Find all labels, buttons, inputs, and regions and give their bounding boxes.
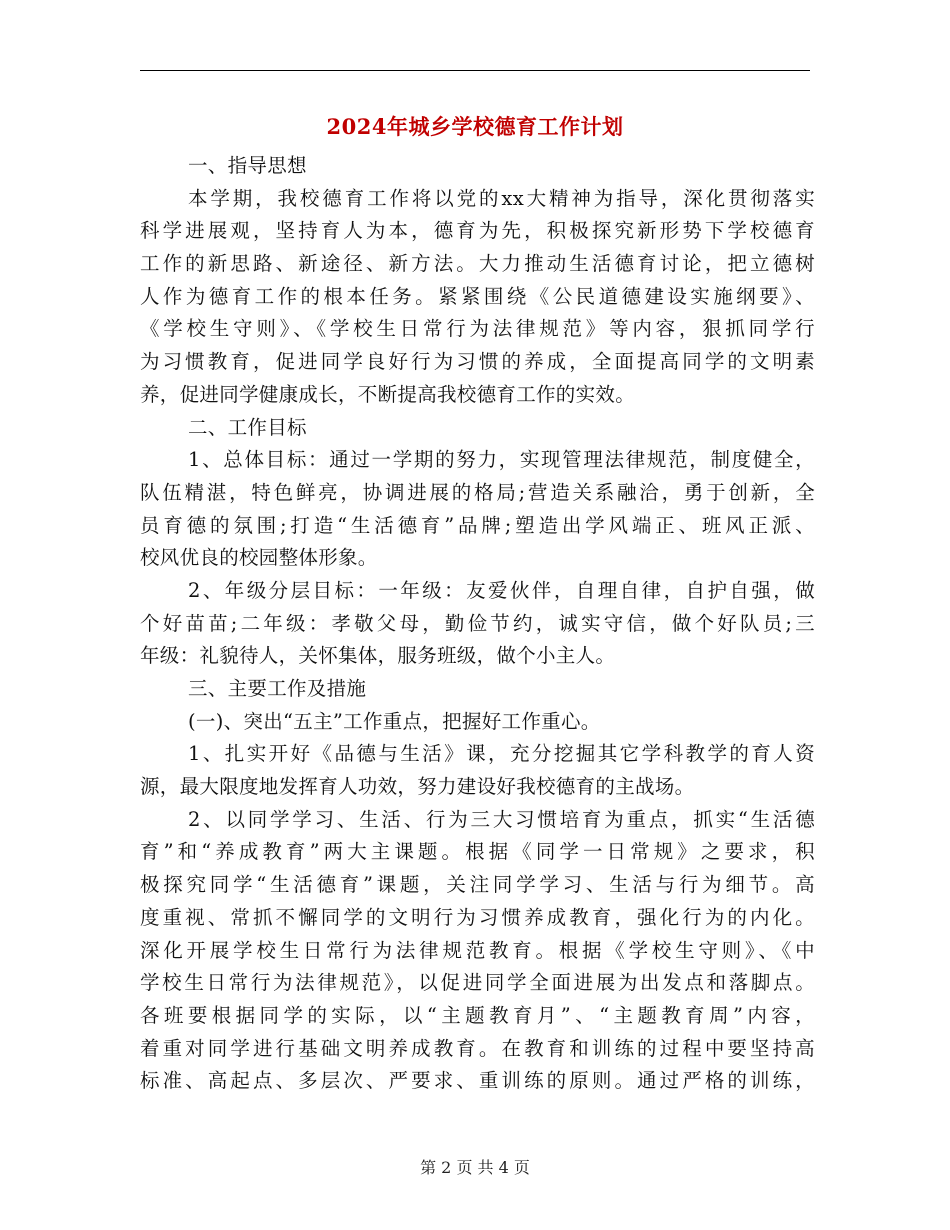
text-line: 一、指导思想 bbox=[188, 154, 307, 177]
text-line: 二、工作目标 bbox=[188, 415, 307, 439]
text-line: 科学进展观，坚持育人为本，德育为先，积极探究新形势下学校德育 bbox=[140, 219, 815, 243]
page-number: 第 2 页 共 4 页 bbox=[420, 1158, 530, 1177]
text-line: 1、总体目标：通过一学期的努力，实现管理法律规范，制度健全， bbox=[188, 448, 815, 472]
header-rule bbox=[140, 70, 810, 71]
text-line: 2、年级分层目标：一年级：友爱伙伴，自理自律，自护自强，做 bbox=[188, 578, 815, 602]
text-line: 极探究同学“生活德育”课题，关注同学学习、生活与行为细节。高 bbox=[140, 873, 815, 897]
text-line: 员育德的氛围;打造“生活德育”品牌;塑造出学风端正、班风正派、 bbox=[140, 513, 815, 537]
text-line: 标准、高起点、多层次、严要求、重训练的原则。通过严格的训练， bbox=[140, 1069, 815, 1093]
text-line: 人作为德育工作的根本任务。紧紧围绕《公民道德建设实施纲要》、 bbox=[140, 284, 815, 308]
text-line: 1、扎实开好《品德与生活》课，充分挖掘其它学科教学的育人资 bbox=[188, 742, 815, 766]
text-line: 深化开展学校生日常行为法律规范教育。根据《学校生守则》、《中 bbox=[140, 938, 815, 962]
text-line: 养，促进同学健康成长，不断提高我校德育工作的实效。 bbox=[140, 382, 636, 406]
text-line: 三、主要工作及措施 bbox=[188, 677, 367, 700]
text-line: 年级：礼貌待人，关怀集体，服务班级，做个小主人。 bbox=[140, 644, 616, 668]
text-line: 《学校生守则》、《学校生日常行为法律规范》等内容，狠抓同学行 bbox=[140, 317, 815, 341]
text-line: 为习惯教育，促进同学良好行为习惯的养成，全面提高同学的文明素 bbox=[140, 350, 815, 374]
text-line: 校风优良的校园整体形象。 bbox=[140, 546, 378, 570]
text-line: 学校生日常行为法律规范》，以促进同学全面进展为出发点和落脚点。 bbox=[140, 971, 815, 995]
text-line: 源，最大限度地发挥育人功效，努力建设好我校德育的主战场。 bbox=[140, 775, 695, 799]
text-line: 2、以同学学习、生活、行为三大习惯培育为重点，抓实“生活德 bbox=[188, 807, 815, 831]
document-title: 2024年城乡学校德育工作计划 bbox=[326, 114, 624, 139]
text-line: 着重对同学进行基础文明养成教育。在教育和训练的过程中要坚持高 bbox=[140, 1036, 815, 1060]
text-line: 各班要根据同学的实际，以“主题教育月”、“主题教育周”内容， bbox=[140, 1003, 815, 1027]
text-line: 个好苗苗;二年级：孝敬父母，勤俭节约，诚实守信，做个好队员;三 bbox=[140, 611, 815, 635]
text-line: 育”和“养成教育”两大主课题。根据《同学一日常规》之要求，积 bbox=[140, 840, 815, 864]
text-line: 工作的新思路、新途径、新方法。大力推动生活德育讨论，把立德树 bbox=[140, 252, 815, 276]
text-line: 队伍精湛，特色鲜亮，协调进展的格局;营造关系融洽，勇于创新，全 bbox=[140, 480, 815, 504]
document-body bbox=[140, 150, 815, 1098]
text-line: (一)、突出“五主”工作重点，把握好工作重心。 bbox=[188, 709, 601, 733]
text-line: 度重视、常抓不懈同学的文明行为习惯养成教育，强化行为的内化。 bbox=[140, 905, 815, 929]
text-line: 本学期，我校德育工作将以党的xx大精神为指导，深化贯彻落实 bbox=[188, 186, 815, 210]
